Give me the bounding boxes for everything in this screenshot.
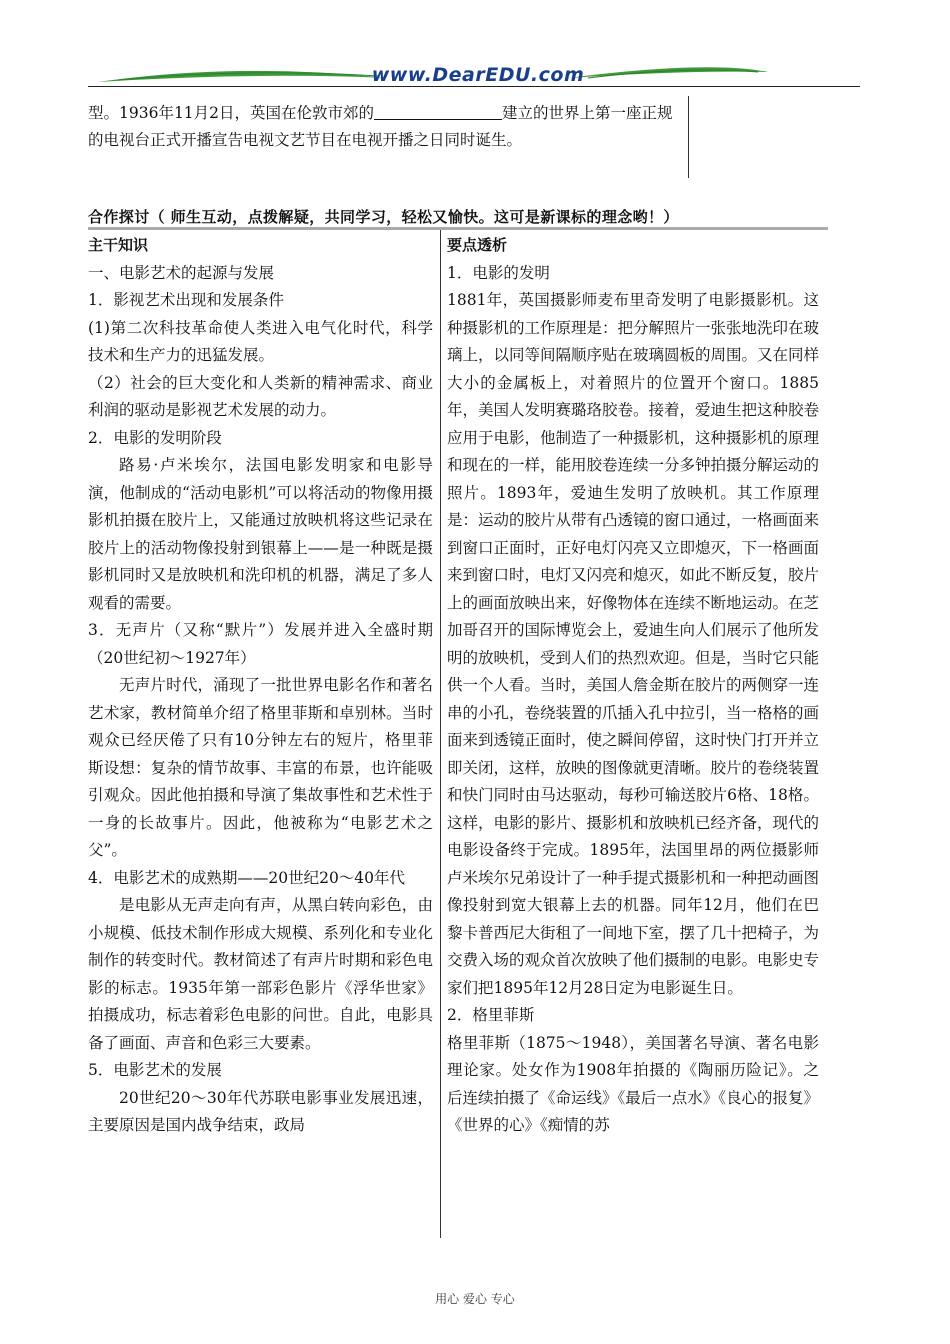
main-knowledge-heading: 主干知识 [88,236,149,254]
header-rule [88,86,860,87]
paragraph: 1881年，英国摄影师麦布里奇发明了电影摄影机。这种摄影机的工作原理是：把分解照片一张张地洗印在玻璃上，以同等间隔顺序贴在玻璃圆板的周围。又在同样大小的金属板上，对着照片的位置开个窗口。1885年，美国人发明赛璐珞胶卷。接着，爱迪生把这种胶卷应用于电影，他制造了一种摄影机，这种摄影机的原理和现在的一样，能用胶卷连续一分多钟拍摄分解运动的照片。1893年，爱迪生发明了放映机。其工作原理是：运动的胶片从带有凸透镜的窗口通过，一格画面来到窗口正面时，正好电灯闪亮又立即熄灭，下一格画面来到窗口时，电灯又闪亮和熄灭，如此不断反复，胶片上的画面放映出来，好像物体在连续不断地运动。在芝加哥召开的国际博览会上，爱迪生向人们展示了他所发明的放映机，受到人们的热烈欢迎。但是，当时它只能供一个人看。当时，美国人詹金斯在胶片的两侧穿一连串的小孔，卷绕装置的爪插入孔中拉引，当一格格的画面来到透镜正面时，使之瞬间停留，这时快门打开并立即关闭，这样，放映的图像就更清晰。胶片的卷绕装置和快门同时由马达驱动，每秒可输送胶片6格、18格。这样，电影的影片、摄影机和放映机已经齐备，现代的电影设备终于完成。1895年，法国里昂的两位摄影师卢米埃尔兄弟设计了一种手提式摄影机和一种把动画图像投射到宽大银幕上去的机器。同年12月，他们在巴黎卡普西尼大街租了一间地下室，摆了几十把椅子，为交费入场的观众首次放映了他们摄制的电影。电影史专家们把1895年12月28日定为电影诞生日。 [447,291,820,997]
paragraph: 无声片时代，涌现了一批世界电影名作和著名艺术家，教材简单介绍了格里菲斯和卓别林。当时观众已经厌倦了只有10分钟左右的短片，格里菲斯设想：复杂的情节故事、丰富的布景，也许能吸引观众。因此他拍摄和导演了集故事性和艺术性于一身的长故事片。因此，他被称为“电影艺术之父”。 [88,676,433,859]
paragraph: 格里菲斯（1875～1948），美国著名导演、著名电影理论家。处女作为1908年拍摄的《陶丽历险记》。之后连续拍摄了《命运线》《最后一点水》《良心的报复》《世界的心》《痴情的苏 [447,1033,820,1134]
paragraph: 2．格里菲斯 [447,1006,535,1024]
intro-border [688,96,689,178]
intro-text-part2: 建立的世界上第一座正规的电视台正式开播宣告电视文艺节目在电视开播之日同时诞生。 [88,104,673,149]
intro-text-part1: 型。1936年11月2日，英国在伦敦市郊的 [88,104,375,122]
fill-blank[interactable] [374,101,502,120]
page-header [88,58,860,92]
paragraph: 3．无声片（又称“默片”）发展并进入全盛时期（20世纪初～1927年） [88,621,433,667]
paragraph: 2．电影的发明阶段 [88,428,222,447]
paragraph: 5．电影艺术的发展 [88,1061,222,1079]
paragraph: 1．影视艺术出现和发展条件 [88,291,284,309]
paragraph: 路易·卢米埃尔，法国电影发明家和电影导演，他制成的“活动电影机”可以将活动的物像用摄影机拍摄在胶片上，又能通过放映机将这些记录在胶片上的活动物像投射到银幕上——是一种既是摄影机同时又是放映机和洗印机的机器，满足了多人观看的需要。 [88,456,433,612]
main-knowledge-body [88,260,433,1140]
page-footer: 用心 爱心 专心 [435,1292,515,1306]
paragraph: 4．电影艺术的成熟期——20世纪20～40年代 [88,868,406,887]
intro-paragraph [88,100,686,154]
key-points-body [447,260,819,1140]
column-divider [440,230,441,1238]
key-points-column [447,232,819,1140]
left-leaf-icon [98,71,388,82]
main-knowledge-column [88,232,433,1140]
paragraph: 20世纪20～30年代苏联电影事业发展迅速，主要原因是国内战争结束，政局 [88,1088,433,1134]
paragraph: （2）社会的巨大变化和人类新的精神需求、商业利润的驱动是影视艺术发展的动力。 [88,373,433,419]
site-name[interactable]: www.DearEDU.com [371,64,585,86]
paragraph: (1)第二次科技革命使人类进入电气化时代，科学技术和生产力的迅猛发展。 [88,318,433,364]
coop-title: 合作探讨（ 师生互动，点拨解疑，共同学习，轻松又愉快。这可是新课标的理念哟！） [88,208,679,226]
paragraph: 一、电影艺术的起源与发展 [88,263,275,282]
paragraph: 1．电影的发明 [447,263,550,282]
key-points-heading: 要点透析 [447,236,508,254]
coop-title-underline [88,227,828,230]
paragraph: 是电影从无声走向有声，从黑白转向彩色，由小规模、低技术制作形成大规模、系列化和专业化制作的转变时代。教材简述了有声片时期和彩色电影的标志。1935年第一部彩色影片《浮华世家》拍摄成功，标志着彩色电影的问世。自此，电影具备了画面、声音和色彩三大要素。 [88,896,433,1052]
